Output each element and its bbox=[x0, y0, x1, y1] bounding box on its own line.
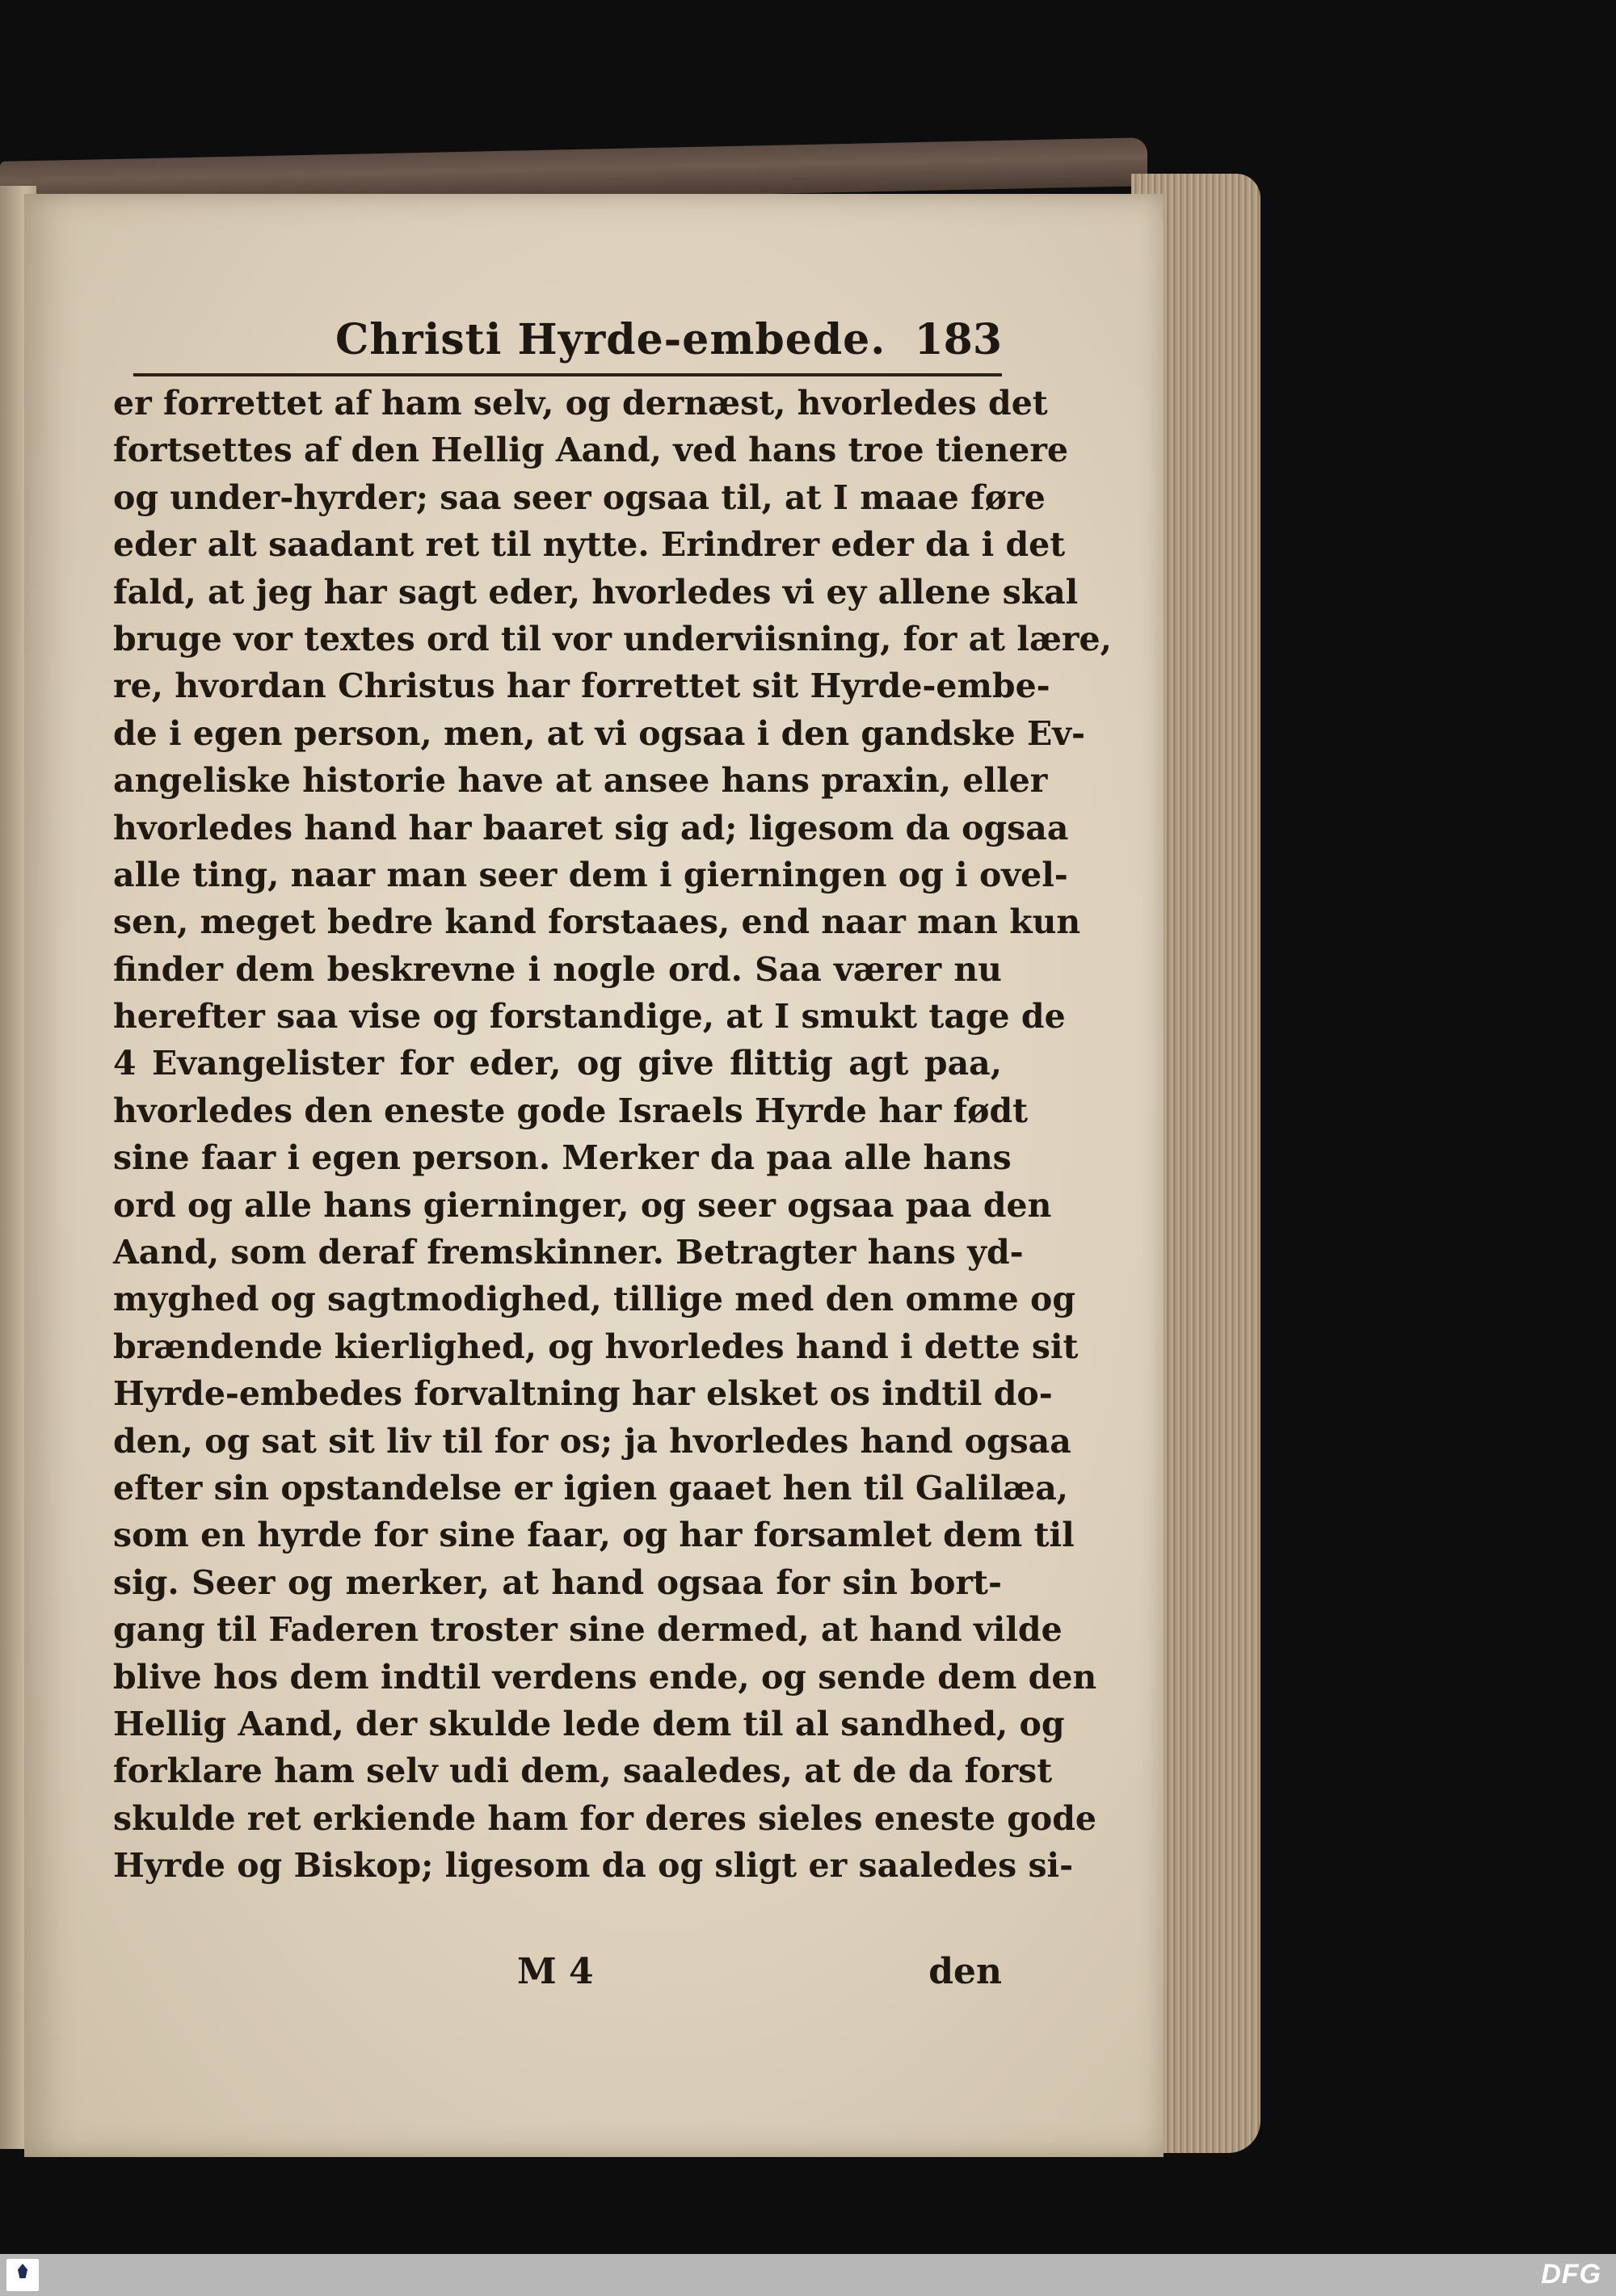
text-line: fortsettes af den Hellig Aand, ved hans troe tienere bbox=[113, 431, 1069, 470]
text-line: angeliske historie have at ansee hans praxin, eller bbox=[113, 761, 1048, 801]
page-header bbox=[133, 315, 1002, 380]
body-text bbox=[113, 380, 1112, 1890]
signature-mark: M 4 bbox=[517, 1951, 594, 1992]
library-crest-icon[interactable] bbox=[6, 2259, 39, 2291]
text-line: den, og sat sit liv til for os; ja hvorledes hand ogsaa bbox=[113, 1421, 1071, 1461]
text-line: som en hyrde for sine faar, og har forsamlet dem til bbox=[113, 1516, 1075, 1555]
text-line: 4 Evangelister for eder, og give flittig agt paa, bbox=[113, 1044, 1002, 1083]
text-line: sig. Seer og merker, at hand ogsaa for sin bort- bbox=[113, 1562, 1002, 1602]
text-line: hvorledes hand har baaret sig ad; ligesom da ogsaa bbox=[113, 808, 1069, 847]
text-line: forklare ham selv udi dem, saaledes, at de da forst bbox=[113, 1751, 1053, 1791]
text-line: fald, at jeg har sagt eder, hvorledes vi ey allene skal bbox=[113, 572, 1079, 612]
text-line: re, hvordan Christus har forrettet sit Hyrde-embe- bbox=[113, 667, 1050, 706]
text-line: Hyrde-embedes forvaltning har elsket os indtil do- bbox=[113, 1374, 1053, 1414]
text-line: Aand, som deraf fremskinner. Betragter hans yd- bbox=[113, 1233, 1024, 1272]
running-title: Christi Hyrde-embede. bbox=[335, 315, 886, 364]
text-line: finder dem beskrevne i nogle ord. Saa værer nu bbox=[113, 949, 1002, 989]
text-line: ord og alle hans gierninger, og seer ogsaa paa den bbox=[113, 1185, 1052, 1225]
text-line: gang til Faderen troster sine dermed, at hand vilde bbox=[113, 1610, 1063, 1650]
text-line: myghed og sagtmodighed, tillige med den omme og bbox=[113, 1280, 1076, 1319]
text-line: er forrettet af ham selv, og dernæst, hvorledes det bbox=[113, 384, 1048, 423]
text-line: efter sin opstandelse er igien gaaet hen til Galilæa, bbox=[113, 1468, 1069, 1508]
text-line: Hyrde og Biskop; ligesom da og sligt er saaledes si- bbox=[113, 1846, 1074, 1886]
text-line: Hellig Aand, der skulde lede dem til al sandhed, og bbox=[113, 1704, 1065, 1743]
page-footer bbox=[113, 1951, 1002, 2008]
catchword: den bbox=[928, 1951, 1002, 1992]
header-rule bbox=[133, 373, 1002, 376]
text-line: eder alt saadant ret til nytte. Erindrer eder da i det bbox=[113, 525, 1066, 565]
text-line: blive hos dem indtil verdens ende, og sende dem den bbox=[113, 1657, 1097, 1697]
text-line: hvorledes den eneste gode Israels Hyrde har født bbox=[113, 1091, 1029, 1130]
text-line: brændende kierlighed, og hvorledes hand i dette sit bbox=[113, 1327, 1079, 1366]
text-line: sine faar i egen person. Merker da paa alle hans bbox=[113, 1138, 1012, 1178]
text-line: skulde ret erkiende ham for deres sieles eneste gode bbox=[113, 1798, 1096, 1838]
text-line: alle ting, naar man seer dem i gierningen og i ovel- bbox=[113, 855, 1068, 894]
text-line: og under-hyrder; saa seer ogsaa til, at I maae føre bbox=[113, 477, 1046, 517]
text-line: bruge vor textes ord til vor underviisning, for at lære, bbox=[113, 619, 1112, 658]
text-line: herefter saa vise og forstandige, at I smukt tage de bbox=[113, 997, 1066, 1037]
viewer-bottom-bar bbox=[0, 2254, 1616, 2296]
dfg-logo[interactable]: DFG bbox=[1541, 2259, 1601, 2290]
text-line: sen, meget bedre kand forstaaes, end naar man kun bbox=[113, 902, 1081, 942]
text-line: de i egen person, men, at vi ogsaa i den gandske Ev- bbox=[113, 713, 1086, 753]
page-number: 183 bbox=[914, 315, 1002, 364]
